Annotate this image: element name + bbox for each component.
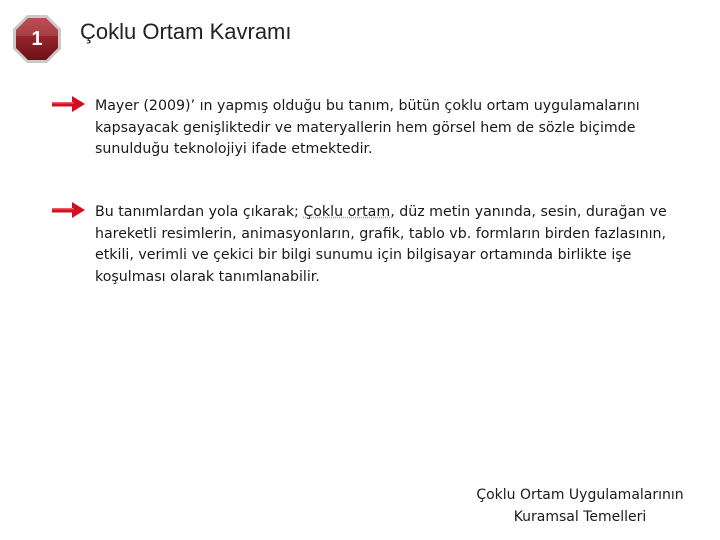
footer-line-2: Kuramsal Temelleri [513, 509, 647, 525]
bullet-text-after: , düz metin yanında, sesin, durağan ve hareketli resimlerin, animasyonların, grafik, tablo vb. formların birden fazlasının, etkili, verimli ve çekici bir bilgi sunumu için bilgisayar ortamında birlikte işe koşulması olarak tanımlanabilir. [95, 204, 667, 285]
red-arrow-icon [52, 202, 86, 218]
slide-number: 1 [31, 28, 43, 50]
page-title: Çoklu Ortam Kavramı [80, 19, 292, 44]
red-arrow-icon [52, 96, 86, 112]
footer [460, 484, 700, 528]
bullet-text [95, 202, 675, 288]
bullet-text-before: Bu tanımlardan yola çıkarak; [95, 204, 299, 220]
footer-line-1: Çoklu Ortam Uygulamalarının [476, 487, 684, 503]
bullet-text-emphasis: Çoklu ortam [303, 204, 391, 220]
slide-number-badge [12, 14, 62, 64]
bullet-text: Mayer (2009)’ ın yapmış olduğu bu tanım, bütün çoklu ortam uygulamalarını kapsayacak genişliktedir ve materyallerin hem görsel hem de sözle biçimde sunulduğu teknolojiyi ifade etmektedir. [95, 98, 640, 157]
